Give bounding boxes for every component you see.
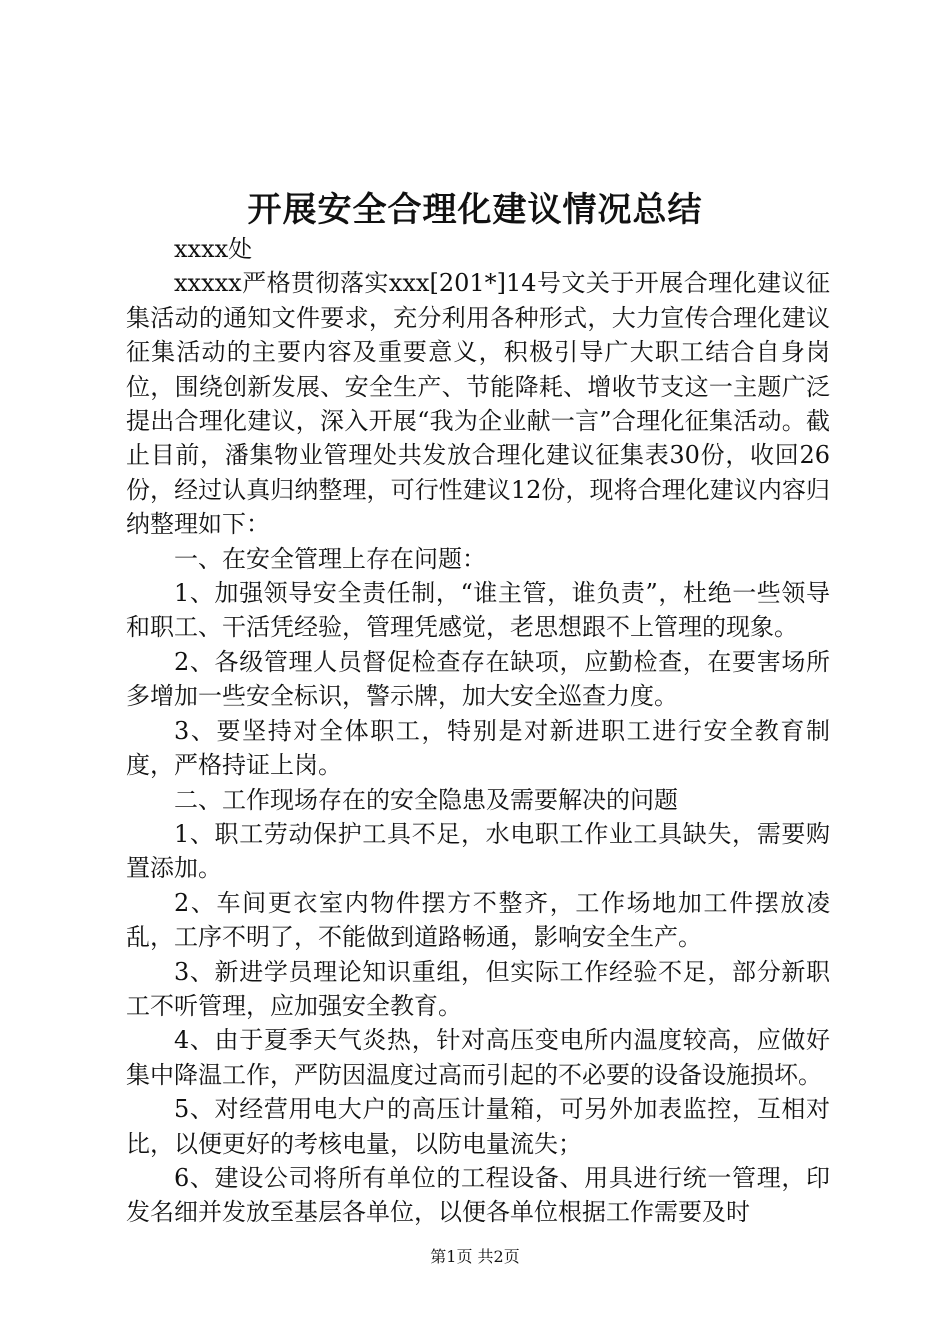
- list-item: 3、要坚持对全体职工，特别是对新进职工进行安全教育制度，严格持证上岗。: [126, 716, 830, 780]
- list-item: 1、职工劳动保护工具不足，水电职工作业工具缺失，需要购置添加。: [126, 819, 830, 883]
- document-title: 开展安全合理化建议情况总结: [247, 190, 703, 230]
- document-body: [126, 232, 830, 1230]
- list-item: 5、对经营用电大户的高压计量箱，可另外加表监控，互相对比，以便更好的考核电量，以防电量流失；: [126, 1095, 830, 1158]
- list-item: 2、各级管理人员督促检查存在缺项，应勤检查，在要害场所多增加一些安全标识，警示牌，加大安全巡查力度。: [126, 647, 830, 711]
- list-item: 6、建设公司将所有单位的工程设备、用具进行统一管理，印发名细并发放至基层各单位，以便各单位根据工作需要及时: [126, 1163, 830, 1227]
- page-footer: 第1页 共2页: [430, 1247, 520, 1266]
- list-item: 1、加强领导安全责任制，“谁主管，谁负责”，杜绝一些领导和职工、干活凭经验，管理凭感觉，老思想跟不上管理的现象。: [126, 579, 830, 642]
- list-item: 2、车间更衣室内物件摆方不整齐，工作场地加工件摆放凌乱，工序不明了，不能做到道路畅通，影响安全生产。: [126, 888, 830, 952]
- list-item: 4、由于夏季天气炎热，针对高压变电所内温度较高，应做好集中降温工作，严防因温度过高而引起的不必要的设备设施损坏。: [126, 1026, 830, 1089]
- section-heading-1: 一、在安全管理上存在问题：: [174, 544, 486, 573]
- department-line: xxxx处: [174, 235, 253, 263]
- list-item: 3、新进学员理论知识重组，但实际工作经验不足，部分新职工不听管理，应加强安全教育。: [126, 957, 830, 1020]
- section-heading-2: 二、工作现场存在的安全隐患及需要解决的问题: [174, 785, 678, 814]
- intro-paragraph: xxxxx严格贯彻落实xxx[201*]14号文关于开展合理化建议征集活动的通知文件要求，充分利用各种形式，大力宣传合理化建议征集活动的主要内容及重要意义，积极引导广大职工结合自身岗位，围绕创新发展、安全生产、节能降耗、增收节支这一主题广泛提出合理化建议，深入开展“我为企业献一言”合理化征集活动。截止目前，潘集物业管理处共发放合理化建议征集表30份，收回26份，经过认真归纳整理，可行性建议12份，现将合理化建议内容归纳整理如下：: [126, 269, 830, 539]
